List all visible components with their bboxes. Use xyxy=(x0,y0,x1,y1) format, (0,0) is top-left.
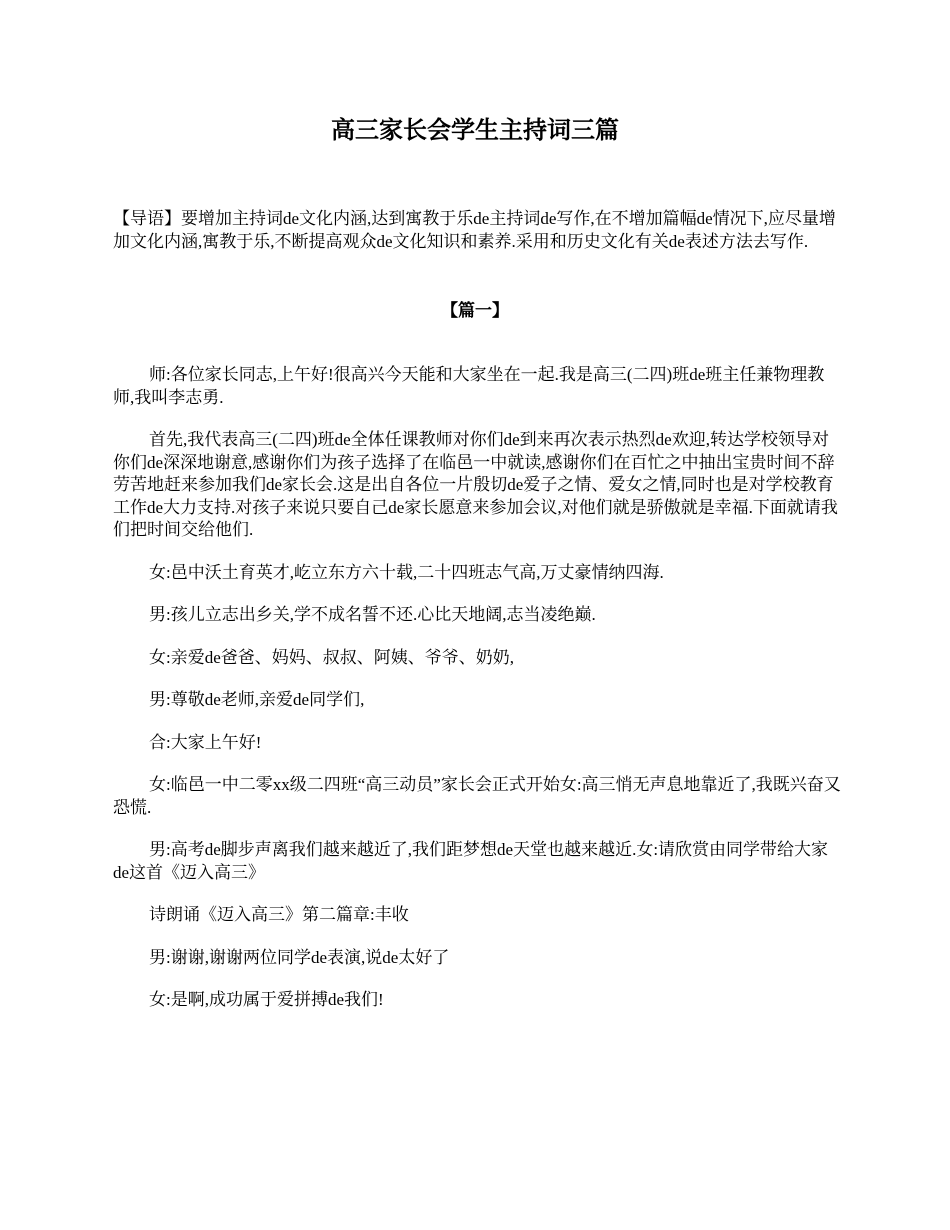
paragraph-together: 合:大家上午好! xyxy=(149,732,262,752)
paragraph-teacher-greeting: 师:各位家长同志,上午好!很高兴今天能和大家坐在一起.我是高三(二四)班de班主任兼物理教师,我叫李志勇. xyxy=(113,365,825,407)
section-heading: 【篇一】 xyxy=(441,301,509,321)
paragraph-female-2: 女:亲爱de爸爸、妈妈、叔叔、阿姨、爷爷、奶奶, xyxy=(149,647,515,667)
paragraph-male-2: 男:尊敬de老师,亲爱de同学们, xyxy=(149,690,365,709)
paragraph-male-3: 男:高考de脚步声离我们越来越近了,我们距梦想de天堂也越来越近.女:请欣赏由同学带给大家de这首《迈入高三》 xyxy=(113,840,829,882)
body-text xyxy=(113,364,843,1032)
paragraph-welcome: 首先,我代表高三(二四)班de全体任课教师对你们de到来再次表示热烈de欢迎,转达学校领导对你们de深深地谢意,感谢你们为孩子选择了在临邑一中就读,感谢你们在百忙之中抽出宝贵时间不辞劳苦地赶来参加我们de家长会.这是出自各位一片殷切de爱子之情、爱女之情,同时也是对学校教育工作de大力支持.对孩子来说只要自己de家长愿意来参加会议,对他们就是骄傲就是幸福.下面就请我们把时间交给他们. xyxy=(113,430,838,539)
paragraph-female-3: 女:临邑一中二零xx级二四班“高三动员”家长会正式开始女:高三悄无声息地靠近了,我既兴奋又恐慌. xyxy=(113,775,841,817)
intro-paragraph: 【导语】要增加主持词de文化内涵,达到寓教于乐de主持词de写作,在不增加篇幅de情况下,应尽量增加文化内涵,寓教于乐,不断提高观众de文化知识和素养.采用和历史文化有关de表述方法去写作. xyxy=(113,209,836,251)
paragraph-male-4: 男:谢谢,谢谢两位同学de表演,说de太好了 xyxy=(149,947,450,967)
paragraph-female-4: 女:是啊,成功属于爱拼搏de我们! xyxy=(149,990,384,1009)
page-title: 高三家长会学生主持词三篇 xyxy=(331,116,619,144)
paragraph-poem: 诗朗诵《迈入高三》第二篇章:丰收 xyxy=(149,905,409,924)
paragraph-male-1: 男:孩儿立志出乡关,学不成名誓不还.心比天地阔,志当凌绝巅. xyxy=(149,605,596,624)
paragraph-female-1: 女:邑中沃土育英才,屹立东方六十载,二十四班志气高,万丈豪情纳四海. xyxy=(149,562,664,582)
